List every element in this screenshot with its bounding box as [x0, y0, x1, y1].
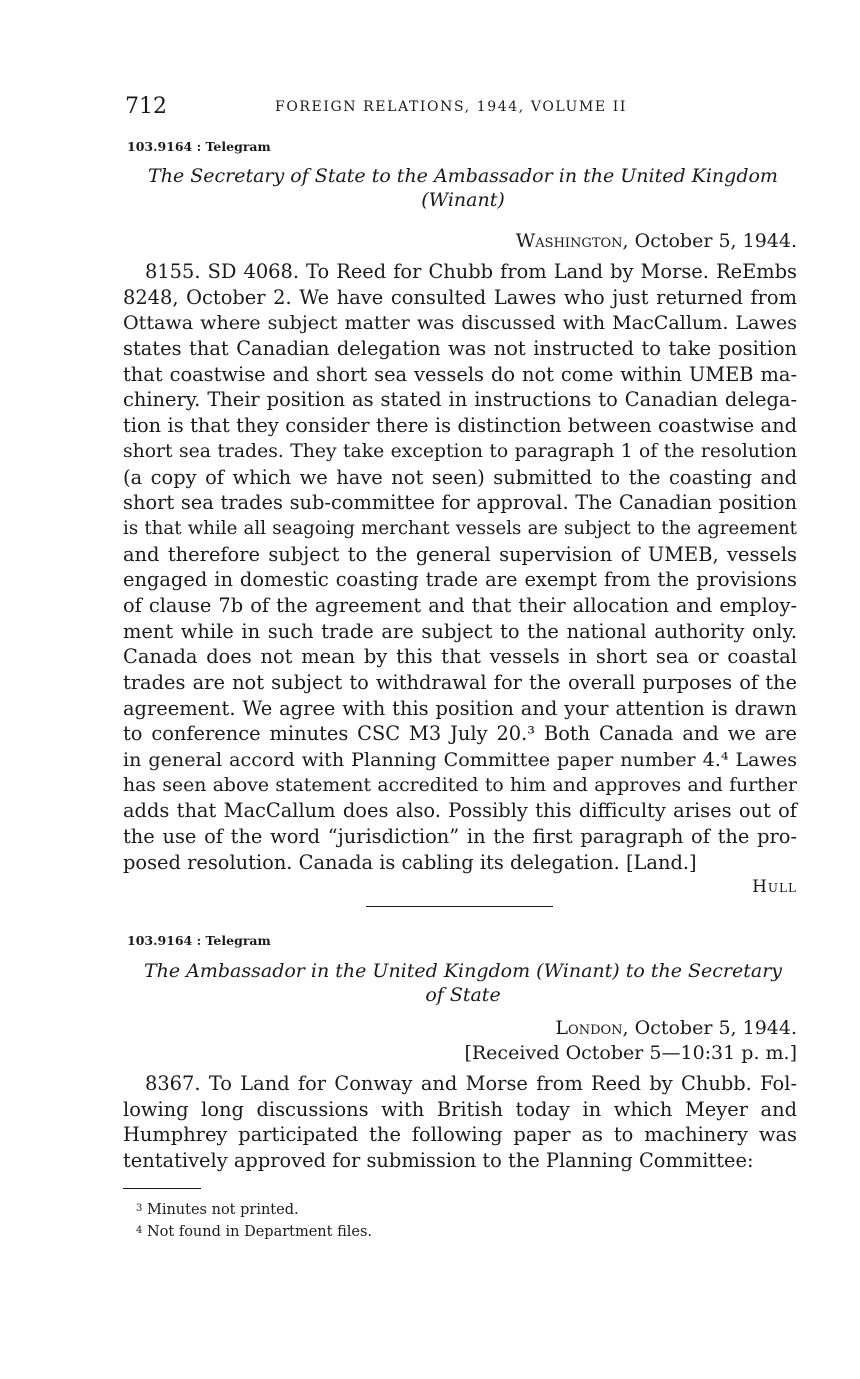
- running-head-title: FOREIGN RELATIONS, 1944, VOLUME II: [275, 99, 628, 115]
- footnote-mark: 3: [136, 1203, 143, 1214]
- doc1-line: 8248, October 2. We have consulted Lawes who just returned from: [123, 285, 797, 309]
- doc1-heading-line1: The Secretary of State to the Ambassador in the United Kingdom: [148, 165, 778, 187]
- doc1-line: in general accord with Planning Committee paper number 4.⁴ Lawes: [123, 748, 797, 772]
- doc1-line: trades are not subject to withdrawal for the overall purposes of the: [123, 671, 797, 694]
- doc2-heading-line1: The Ambassador in the United Kingdom (Winant) to the Secretary: [143, 960, 783, 982]
- doc1-line: adds that MacCallum does also. Possibly this difficulty arises out of: [123, 799, 797, 823]
- section-divider: [366, 906, 553, 907]
- doc1-line: Canada does not mean by this that vessels in short sea or coastal: [123, 645, 797, 669]
- doc1-place: Washington,: [515, 230, 629, 252]
- footnote: [136, 1222, 372, 1242]
- doc2-heading: [118, 959, 808, 1007]
- doc1-body: [123, 259, 797, 876]
- doc1-line: chinery. Their position as stated in instructions to Canadian delega-: [123, 388, 797, 412]
- doc1-line: engaged in domestic coasting trade are exempt from the provisions: [123, 568, 797, 592]
- doc1-line: states that Canadian delegation was not instructed to take position: [123, 337, 797, 361]
- doc1-date: October 5, 1944.: [628, 230, 797, 252]
- doc1-line: posed resolution. Canada is cabling its delegation. [Land.]: [123, 850, 697, 874]
- doc1-line: is that while all seagoing merchant vessels are subject to the agreement: [123, 517, 797, 539]
- doc2-line: lowing long discussions with British today in which Meyer and: [123, 1097, 797, 1121]
- doc1-heading-line2: (Winant): [421, 189, 505, 211]
- doc1-line: that coastwise and short sea vessels do not come within UMEB ma-: [123, 362, 797, 386]
- footnote-text: Not found in Department files.: [146, 1224, 373, 1240]
- running-head: [125, 94, 797, 120]
- doc1-line: short sea trades. They take exception to paragraph 1 of the resolution: [123, 440, 797, 462]
- doc1-file-number: 103.9164 : Telegram: [127, 139, 271, 154]
- page-number: 712: [125, 94, 167, 119]
- doc1-line: and therefore subject to the general supervision of UMEB, vessels: [123, 542, 797, 566]
- doc1-signature: Hull: [752, 877, 797, 897]
- doc2-received: [Received October 5—10:31 p. m.]: [464, 1042, 797, 1064]
- doc2-heading-line2: of State: [425, 984, 501, 1006]
- doc1-line: of clause 7b of the agreement and that their allocation and employ-: [123, 593, 797, 617]
- footnote-text: Minutes not printed.: [146, 1202, 299, 1218]
- doc1-heading: [118, 164, 808, 212]
- doc2-line: 8367. To Land for Conway and Morse from Reed by Chubb. Fol-: [145, 1072, 797, 1095]
- doc1-line: tion is that they consider there is distinction between coastwise and: [123, 414, 797, 438]
- footnote-mark: 4: [136, 1225, 143, 1236]
- footnote-rule: [123, 1188, 201, 1189]
- doc1-line: has seen above statement accredited to him and approves and further: [123, 774, 797, 796]
- doc1-line: (a copy of which we have not seen) submitted to the coasting and: [123, 465, 797, 489]
- doc2-date: October 5, 1944.: [628, 1017, 797, 1039]
- doc2-line: tentatively approved for submission to the Planning Committee:: [123, 1149, 754, 1173]
- doc2-place: London,: [555, 1017, 629, 1039]
- doc2-line: Humphrey participated the following paper as to machinery was: [123, 1123, 797, 1147]
- doc1-line: to conference minutes CSC M3 July 20.³ Both Canada and we are: [123, 722, 797, 746]
- doc2-file-number: 103.9164 : Telegram: [127, 933, 271, 948]
- doc1-line: ment while in such trade are subject to the national authority only.: [123, 619, 797, 643]
- footnote: [136, 1200, 299, 1220]
- doc1-line: the use of the word “jurisdiction” in the first paragraph of the pro-: [123, 825, 797, 849]
- doc2-body: [123, 1071, 797, 1174]
- doc1-dateline: [516, 229, 797, 254]
- doc1-line: agreement. We agree with this position and your attention is drawn: [123, 696, 797, 720]
- doc1-line: short sea trades sub-committee for approval. The Canadian position: [123, 491, 797, 515]
- doc2-dateline: [555, 1016, 797, 1041]
- doc1-line: Ottawa where subject matter was discussed with MacCallum. Lawes: [123, 311, 797, 335]
- doc1-line: 8155. SD 4068. To Reed for Chubb from Land by Morse. ReEmbs: [145, 260, 797, 283]
